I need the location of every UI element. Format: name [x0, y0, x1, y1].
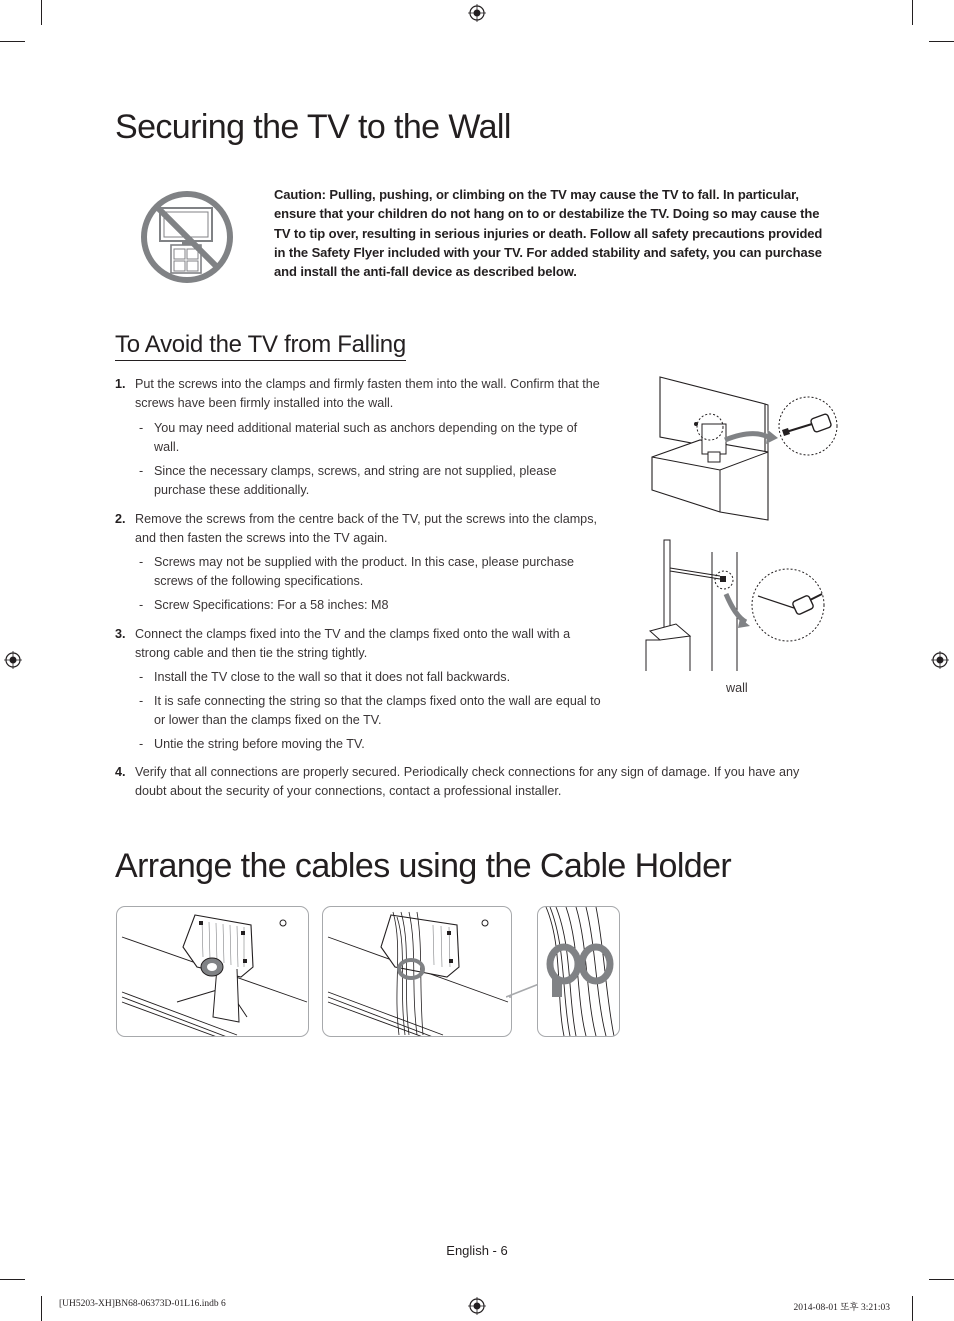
registration-mark-icon	[4, 651, 22, 669]
step-note: Since the necessary clamps, screws, and string are not supplied, please purchase these additionally.	[154, 464, 557, 498]
step-note: It is safe connecting the string so that the clamps fixed onto the wall are equal to or lower than the clamps fixed on the TV.	[154, 694, 601, 728]
page-footer: English - 6	[446, 1243, 508, 1258]
prohibition-icon	[138, 188, 236, 286]
cable-holder-step-1	[116, 906, 309, 1037]
print-slug-left: [UH5203-XH]BN68-06373D-01L16.indb 6	[59, 1299, 226, 1309]
note-dash: -	[139, 555, 144, 569]
step-number: 1.	[115, 377, 126, 391]
wall-label: wall	[726, 681, 748, 695]
crop-mark	[41, 0, 42, 25]
step-note: You may need additional material such as anchors depending on the type of wall.	[154, 421, 578, 455]
step-text: Remove the screws from the centre back of the TV, put the screws into the clamps, and then fasten the screws into the TV again.	[135, 512, 597, 546]
step-note: Screws may not be supplied with the product. In this case, please purchase screws of the following specifications.	[154, 555, 575, 589]
registration-mark-icon	[468, 4, 486, 22]
step-number: 4.	[115, 765, 126, 779]
step-number: 3.	[115, 627, 126, 641]
step-number: 2.	[115, 512, 126, 526]
step-note: Install the TV close to the wall so that it does not fall backwards.	[154, 670, 511, 684]
note-dash: -	[139, 694, 144, 708]
print-slug-right: 2014-08-01 또후 3:21:03	[793, 1303, 890, 1313]
note-dash: -	[139, 670, 144, 684]
cable-holder-step-2	[322, 906, 512, 1037]
note-dash: -	[139, 737, 144, 751]
caution-text: Caution: Pulling, pushing, or climbing on the TV may cause the TV to fall. In particular, ensure that your children do not hang on to or destabilize the TV. Doing so may cause the TV to tip over, resulting in serious injuries or death. Follow all safety precautions provided in the Safety Flyer included with your TV. For added stability and safety, you can purchase and install the anti-fall device as described below.	[274, 187, 823, 280]
crop-mark	[0, 41, 25, 42]
step-text: Put the screws into the clamps and firmly fasten them into the wall. Confirm that the screws have been firmly installed into the wall.	[135, 377, 600, 411]
note-dash: -	[139, 598, 144, 612]
registration-mark-icon	[931, 651, 949, 669]
crop-mark	[929, 1279, 954, 1280]
registration-mark-icon	[468, 1297, 486, 1315]
step-note: Screw Specifications: For a 58 inches: M8	[154, 598, 389, 612]
note-dash: -	[139, 421, 144, 435]
step-text: Verify that all connections are properly secured. Periodically check connections for any sign of damage. If you have any doubt about the security of your connections, contact a professional installer.	[135, 765, 800, 799]
step-text: Connect the clamps fixed into the TV and the clamps fixed onto the wall with a strong cable and then tie the string tightly.	[135, 627, 571, 661]
crop-mark	[912, 0, 913, 25]
cable-holder-title: Arrange the cables using the Cable Holder	[115, 847, 732, 885]
crop-mark	[0, 1279, 25, 1280]
crop-mark	[929, 41, 954, 42]
section-heading: To Avoid the TV from Falling	[115, 331, 406, 361]
crop-mark	[912, 1296, 913, 1321]
step-note: Untie the string before moving the TV.	[154, 737, 365, 751]
page-title: Securing the TV to the Wall	[115, 108, 511, 146]
cable-holder-detail	[537, 906, 620, 1037]
wall-side-illustration	[640, 536, 845, 676]
tv-clamp-illustration	[640, 372, 845, 527]
crop-mark	[41, 1296, 42, 1321]
note-dash: -	[139, 464, 144, 478]
